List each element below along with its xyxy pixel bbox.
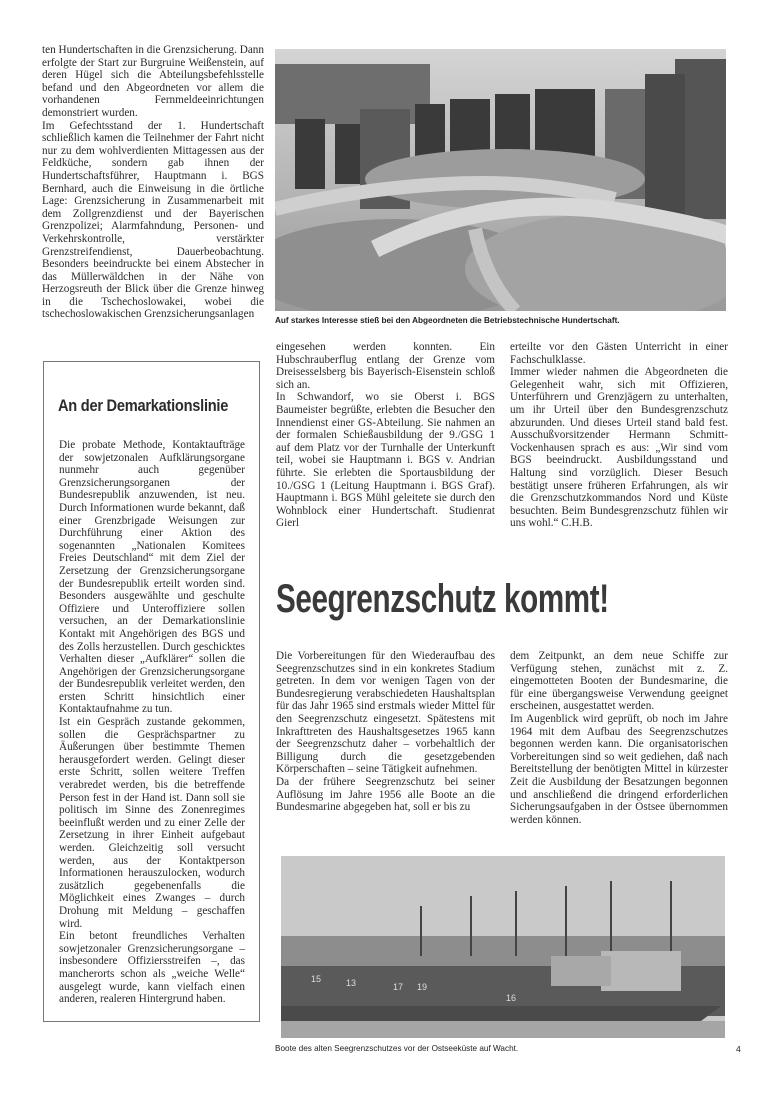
paragraph: In Schwandorf, wo sie Oberst i. BGS Baumeister begrüßte, erlebten die Besucher den Innendienst einer GS-Abteilung. Sie nahmen an der formalen Schießausbildung der 9./GSG 1 auf dem Platz vor der Turnhalle der Unterkunft teil, wobei sie Hauptmann i. BGS v. Andrian führte. Sie erlebten die Sportausbildung der 10./GSG 1 (Leitung Hauptmann i. BGS Graf). Hauptmann i. BGS Mühl geleitete sie durch den Wohnblock einer Hundertschaft. Studienrat Gierl	[276, 391, 495, 530]
paragraph: Im Augenblick wird geprüft, ob noch im Jahre 1964 mit dem Aufbau des Seegrenzschutzes begonnen werden kann. Die organisatorischen Vorbereitungen sind so weit gediehen, daß nach Bereitstellung der benötigten Mittel in kürzester Zeit die Ausbildung der Besatzungen begonnen und anschließend die dringend erforderlichen Sicherungsaufgaben in der Ostsee übernommen werden können.	[510, 712, 728, 826]
hull-number: 19	[417, 982, 428, 992]
paragraph: Die Vorbereitungen für den Wiederaufbau des Seegrenzschutzes sind in ein konkretes Stadium getreten. In dem vor wenigen Tagen von der Bundesregierung verabschiedeten Haushaltsplan für das Jahr 1965 sind erstmals wieder Mittel für den Seegrenzschutz eingesetzt. Spätestens mit Inkrafttreten des Haushaltsgesetzes 1965 kann der Seegrenzschutz daher – vorbehaltlich der Billigung durch die gesetzgebenden Körperschaften – seine Tätigkeit aufnehmen.	[276, 650, 495, 776]
paragraph: Ein betont freundliches Verhalten sowjetzonaler Grenzsicherungsorgane – insbesondere Offiziersstreifen –, das mancherorts schon als „weiche Welle“ ausgelegt wurde, kann vielfach einen anderen, realeren Hintergrund haben.	[59, 930, 245, 1006]
paragraph: eingesehen werden konnten. Ein Hubschrauberflug entlang der Grenze vom Dreisesselsberg bis Bayerisch-Eisenstein schloß sich an.	[276, 341, 495, 391]
hull-number: 16	[506, 993, 517, 1003]
sea-article-left-column	[276, 650, 495, 814]
article-headline: Seegrenzschutz kommt!	[276, 577, 609, 621]
photo-delegation-inspection	[275, 49, 726, 311]
photo-bottom-caption: Boote des alten Seegrenzschutzes vor der Ostseeküste auf Wacht.	[275, 1044, 519, 1053]
paragraph: Ist ein Gespräch zustande gekommen, sollen die Gesprächspartner zu Äußerungen über bestimmte Themen herausgefordert werden. Gelingt dieser erste Schritt, sollen weitere Treffen verabredet werden, bis die betreffende Person fest in der Hand ist. Dann soll sie politisch im Sinne des Zonenregimes beeinflußt werden und zu einer Zelle der Zersetzung in ihrer Einheit aufgebaut werden. Gleichzeitig soll versucht werden, aus der Kontaktperson Informationen herauszulocken, wodurch zusätzlich gegebenenfalls die Möglichkeit eines Zwanges – durch Drohung mit Meldung – geschaffen wird.	[59, 716, 245, 930]
sidebar-box-text	[59, 439, 245, 1006]
paragraph: Im Gefechtsstand der 1. Hundertschaft schließlich kamen die Teilnehmer der Fahrt nicht nur zu dem wohlverdienten Mittagessen aus der Feldküche, sondern gab ihnen der Hundertschaftsführer, Hauptmann i. BGS Bernhard, auch die Einweisung in die örtliche Lage: Grenzsicherung in Zusammenarbeit mit dem Zollgrenzdienst und der Bayerischen Grenzpolizei; Alarmfahndung, Personen- und Verkehrskontrolle, verstärkter Grenzstreifendienst, Dauerbeobachtung. Besonders beeindruckte bei einem Abstecher in das Müllerwäldchen in der Nähe von Herzogsreuth der Blick über die Grenze hinweg in die Tschechoslowakei, wobei die tschechoslowakischen Grenzsicherungsanlagen	[42, 119, 264, 321]
sidebar-box-title: An der Demarkationslinie	[58, 396, 229, 415]
right-column-text	[510, 341, 728, 530]
photo-image	[281, 856, 725, 1038]
paragraph: dem Zeitpunkt, an dem neue Schiffe zur Verfügung stehen, zunächst mit z. Z. eingemotteten Booten der Bundesmarine, die für eine übergangsweise Verwendung geeignet erscheinen, ausgestattet werden.	[510, 650, 728, 713]
paragraph: Da der frühere Seegrenzschutz bei seiner Auflösung im Jahre 1956 alle Boote an die Bundesmarine abgegeben hat, soll er bis zu	[276, 775, 495, 814]
middle-column-text	[276, 341, 495, 530]
left-column-intro-text	[42, 44, 264, 321]
hull-number: 13	[346, 978, 357, 988]
paragraph: erteilte vor den Gästen Unterricht in einer Fachschulklasse.	[510, 341, 728, 366]
photo-image	[275, 49, 726, 311]
photo-patrol-boats	[281, 856, 725, 1038]
paragraph: Die probate Methode, Kontaktaufträge der sowjetzonalen Aufklärungsorgane nunmehr auch gegenüber Grenzsicherungsorganen der Bundesrepublik anzuwenden, ist neu. Durch Informationen wurde bekannt, daß einer Grenzbrigade Weisungen zur Durchführung einer Aktion des sogenannten „Nationalen Komitees Freies Deutschland“ mit dem Ziel der Zersetzung der Grenzsicherungsorgane der Bundesrepublik erteilt worden sind. Besonders ausgewählte und geschulte Offiziere und Unteroffiziere sollen versuchen, an der Demarkationslinie Kontakt mit Angehörigen des BGS und des Zolls herzustellen. Durch geschicktes Verhalten dieser „Aufklärer“ sollen die Angehörigen der Grenzsicherungsorgane der Bundesrepublik verleitet werden, den ersten Schritt hinsichtlich einer Kontaktaufnahme zu tun.	[59, 439, 245, 716]
sea-article-right-column	[510, 650, 728, 826]
hull-number: 15	[311, 974, 322, 984]
photo-top-caption: Auf starkes Interesse stieß bei den Abgeordneten die Betriebstechnische Hundertschaft.	[275, 316, 620, 325]
sidebar-box-demarcation	[43, 361, 260, 1022]
hull-number: 17	[393, 982, 404, 992]
paragraph: ten Hundertschaften in die Grenzsicherung. Dann erfolgte der Start zur Burgruine Weißenstein, auf deren Hügel sich die Abteilungsbefehlsstelle befand und den Abgeordneten vor allem die vorhandenen Fernmeldeeinrichtungen demonstriert wurden.	[42, 44, 264, 119]
page-number: 4	[736, 1044, 741, 1054]
paragraph: Immer wieder nahmen die Abgeordneten die Gelegenheit wahr, sich mit Offizieren, Unterführern und Grenzjägern zu unterhalten, um ihr Urteil über den Bundesgrenzschutz abzurunden. Und dieses Urteil stand bald fest. Ausschußvorsitzender Hermann Schmitt-Vockenhausen sprach es aus: „Wir sind vom BGS beeindruckt. Ausbildungsstand und Haltung sind vorzüglich. Dieser Besuch bestätigt unsere früheren Erfahrungen, als wir die Grenzschutzkommandos Nord und Küste besuchten. Beim Bundesgrenzschutz fühlen wir uns wohl.“ C.H.B.	[510, 366, 728, 530]
